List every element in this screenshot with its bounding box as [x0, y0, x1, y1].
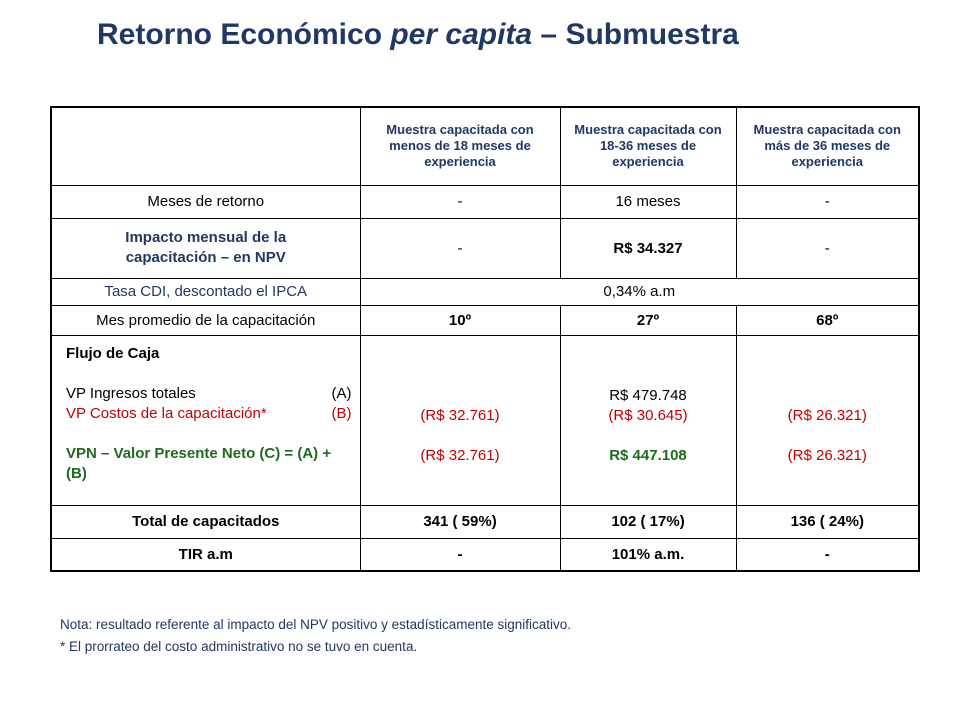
- tasa-value: 0,34% a.m: [360, 278, 919, 305]
- total-label: Total de capacitados: [51, 505, 360, 538]
- flujo-c3-c: (R$ 26.321): [787, 446, 867, 464]
- flujo-c2: [560, 335, 736, 505]
- ingresos-label: VP Ingresos totales: [66, 384, 196, 402]
- header-col-1: Muestra capacitada con menos de 18 meses de experiencia: [360, 107, 560, 185]
- impacto-c1: -: [360, 218, 560, 278]
- vpn-label: VPN – Valor Presente Neto (C) = (A) + (B): [66, 444, 332, 482]
- tasa-label: Tasa CDI, descontado el IPCA: [51, 278, 360, 305]
- flujo-c1-b: (R$ 32.761): [420, 406, 500, 424]
- mes-promedio-c3: 68º: [736, 305, 919, 335]
- results-table: [50, 106, 920, 572]
- tir-c2: 101% a.m.: [560, 538, 736, 571]
- row-meses-retorno: [51, 185, 919, 218]
- flujo-heading: Flujo de Caja: [66, 344, 160, 362]
- total-c3: 136 ( 24%): [736, 505, 919, 538]
- costos-label: VP Costos de la capacitación*: [66, 404, 267, 422]
- ingresos-row: [66, 384, 352, 404]
- tir-label: TIR a.m: [51, 538, 360, 571]
- title-italic: per capita: [390, 18, 533, 51]
- header-col-2: Muestra capacitada con 18-36 meses de experiencia: [560, 107, 736, 185]
- page-title: [97, 18, 739, 52]
- flujo-label-cell: [51, 335, 360, 505]
- header-col-3: Muestra capacitada con más de 36 meses de experiencia: [736, 107, 919, 185]
- flujo-c2-a: R$ 479.748: [609, 386, 687, 404]
- row-tir: [51, 538, 919, 571]
- ingresos-tag: (A): [331, 384, 352, 402]
- impacto-c3: -: [736, 218, 919, 278]
- costos-row: [66, 404, 352, 424]
- header-row: [51, 107, 919, 185]
- footnotes: [60, 614, 571, 658]
- meses-retorno-label: Meses de retorno: [51, 185, 360, 218]
- flujo-c3-b: (R$ 26.321): [787, 406, 867, 424]
- footnote-asterisk: * El prorrateo del costo administrativo no se tuvo en cuenta.: [60, 639, 418, 654]
- impacto-c2: R$ 34.327: [560, 218, 736, 278]
- row-flujo: [51, 335, 919, 505]
- header-empty: [51, 107, 360, 185]
- flujo-c3-a: [741, 386, 915, 406]
- meses-retorno-c3: -: [736, 185, 919, 218]
- title-part2: – Submuestra: [532, 18, 739, 51]
- costos-tag: (B): [331, 404, 352, 422]
- total-c1: 341 ( 59%): [360, 505, 560, 538]
- row-impacto: [51, 218, 919, 278]
- meses-retorno-c2: 16 meses: [560, 185, 736, 218]
- mes-promedio-c1: 10º: [360, 305, 560, 335]
- flujo-c2-c: R$ 447.108: [609, 446, 687, 464]
- impacto-label: Impacto mensual de la capacitación – en NPV: [51, 218, 360, 278]
- tir-c3: -: [736, 538, 919, 571]
- footnote-nota: Nota: resultado referente al impacto del NPV positivo y estadísticamente significativo.: [60, 617, 572, 632]
- flujo-c2-b: (R$ 30.645): [608, 406, 688, 424]
- row-tasa: [51, 278, 919, 305]
- title-part1: Retorno Económico: [97, 18, 391, 51]
- row-mes-promedio: [51, 305, 919, 335]
- mes-promedio-label: Mes promedio de la capacitación: [51, 305, 360, 335]
- meses-retorno-c1: -: [360, 185, 560, 218]
- flujo-c3: [736, 335, 919, 505]
- tir-c1: -: [360, 538, 560, 571]
- flujo-c1-c: (R$ 32.761): [420, 446, 500, 464]
- row-total: [51, 505, 919, 538]
- flujo-c1: [360, 335, 560, 505]
- total-c2: 102 ( 17%): [560, 505, 736, 538]
- flujo-c1-a: [365, 386, 556, 406]
- mes-promedio-c2: 27º: [560, 305, 736, 335]
